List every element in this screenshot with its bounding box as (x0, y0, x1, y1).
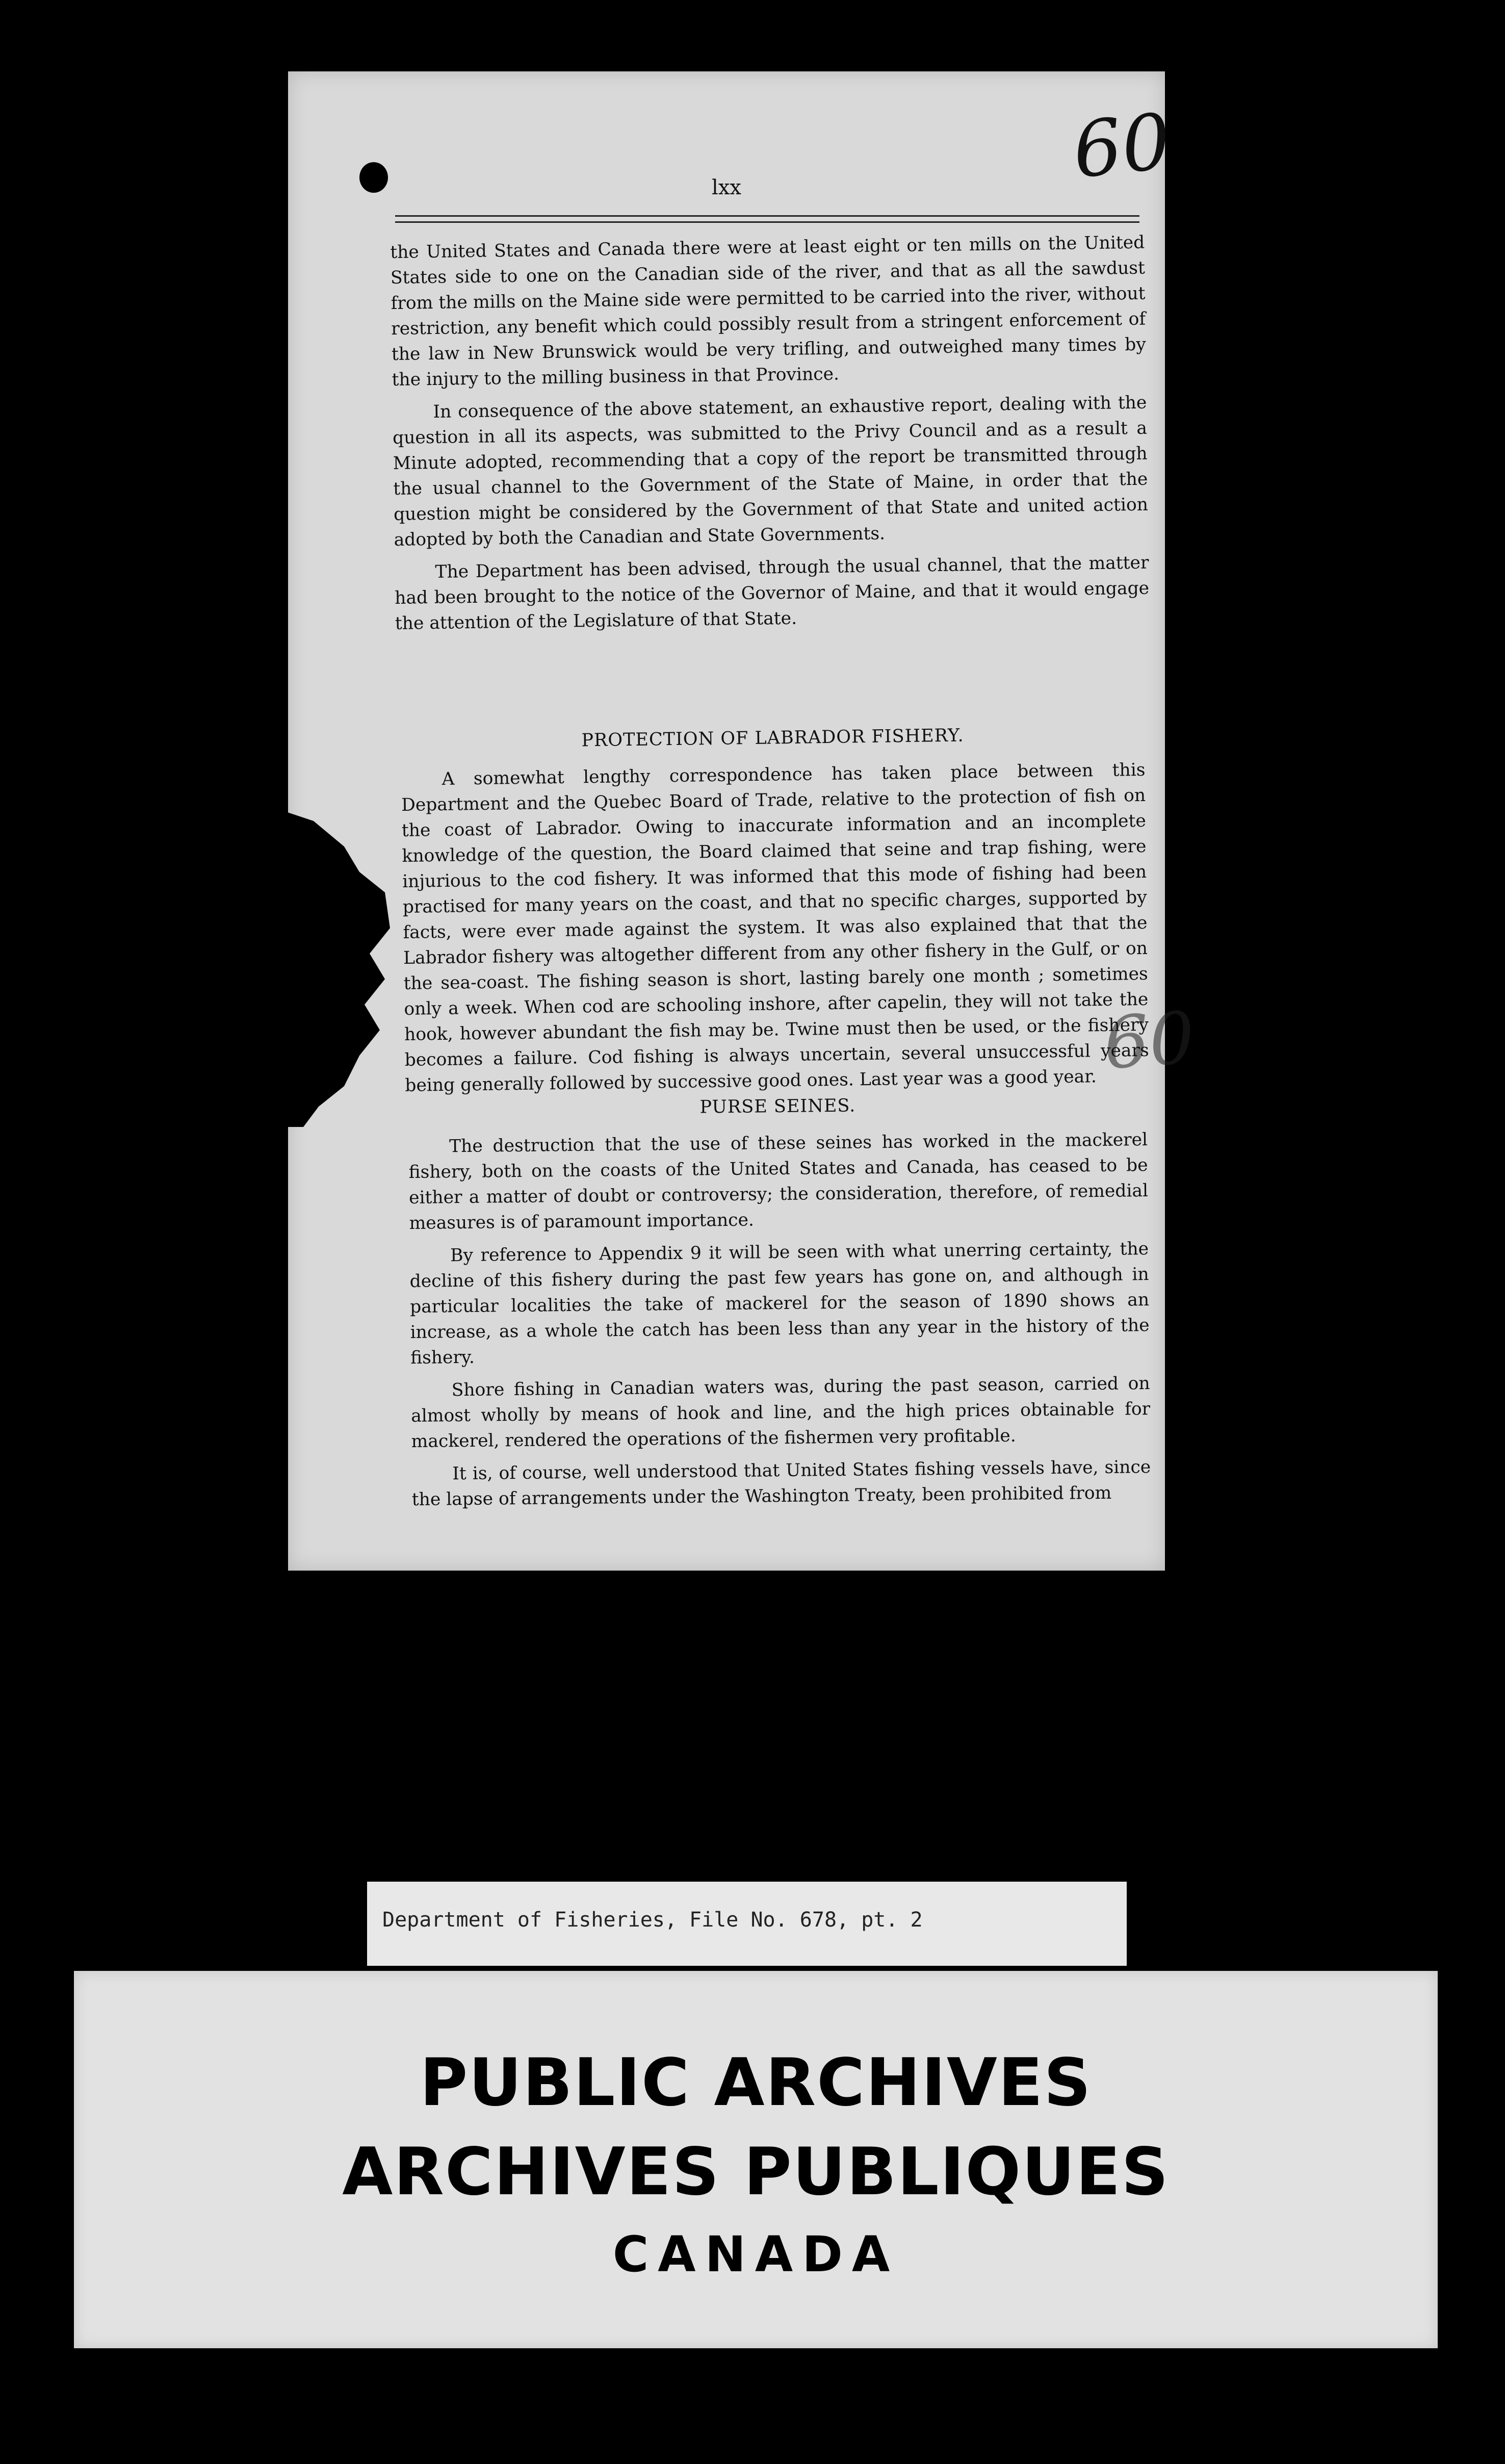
section-heading: PROTECTION OF LABRADOR FISHERY. (581, 725, 964, 751)
archives-title-en: PUBLIC ARCHIVES (420, 2045, 1092, 2121)
archives-title-fr: ARCHIVES PUBLIQUES (342, 2134, 1170, 2210)
header-rule (395, 215, 1139, 217)
paragraph: It is, of course, well understood that United States fishing vessels have, since the lapse of arrangements under the Washington Treaty, been prohibited from (411, 1457, 1151, 1510)
header-rule (395, 221, 1139, 223)
paragraph: Shore fishing in Canadian waters was, during the past season, carried on almost wholly by means of hook and line, and the high prices obtainable for mackerel, rendered the operations of the fishermen very profitable. (411, 1373, 1151, 1452)
section-purse-seines (408, 1079, 1151, 1520)
section-labrador (400, 709, 1150, 1106)
torn-edge (283, 811, 400, 1127)
scanned-document-page (288, 71, 1198, 1571)
handwritten-margin-mark: 60 (1101, 996, 1198, 1086)
archives-country: CANADA (612, 2226, 899, 2283)
section-heading: PURSE SEINES. (699, 1095, 856, 1118)
file-label-strip (367, 1882, 1127, 1966)
archives-stamp-card (74, 1971, 1438, 2348)
text-block-top (390, 230, 1150, 644)
page-number: lxx (712, 176, 741, 199)
paragraph: A somewhat lengthy correspondence has taken place between this Department and the Quebec Board of Trade, relative to the protection of fish on the coast of Labrador. Owing to inaccurate information and an incomplete knowledge of the question, the Board claimed that seine and trap fishing, were injurious to the cod fishery. It was informed that this mode of fishing had been practised for many years on the coast, and that no specific charges, supported by facts, were ever made against the system. It was also explained that that the Labrador fishery was altogether different from any other fishery in the Gulf, or on the sea-coast. The fishing season is short, lasting barely one month ; sometimes only a week. When cod are schooling inshore, after capelin, they will not take the hook, however abundant the fish may be. Twine must then be used, or the fishery becomes a failure. Cod fishing is always uncertain, several unsuccessful years being generally followed by successive good ones. Last year was a good year. (401, 759, 1149, 1096)
file-label-text: Department of Fisheries, File No. 678, pt. 2 (382, 1908, 923, 1932)
paragraph: The destruction that the use of these seines has worked in the mackerel fishery, both on the coasts of the United States and Canada, has ceased to be either a matter of doubt or controversy; the consideration, therefore, of remedial measures is of paramount importance. (408, 1130, 1149, 1234)
handwritten-page-number: 60 (1069, 97, 1175, 196)
paragraph: By reference to Appendix 9 it will be seen with what unerring certainty, the decline of this fishery during the past few years has gone on, and although in particular localities the take of mackerel for the season of 1890 shows an increase, as a whole the catch has been less than any year in the history of the fishery. (409, 1239, 1150, 1368)
paragraph: The Department has been advised, through the usual channel, that the matter had been brought to the notice of the Governor of Maine, and that it would engage the attention of the Legislature of that State. (394, 552, 1150, 634)
paragraph: the United States and Canada there were at least eight or ten mills on the United States side to one on the Canadian side of the river, and that as all the sawdust from the mills on the Maine side were permitted to be carried into the river, without restriction, any benefit which could possibly result from a stringent enforcement of the law in New Brunswick would be very trifling, and outweighed many times by the injury to the milling business in that Province. (390, 232, 1147, 390)
paragraph: In consequence of the above statement, an exhaustive report, dealing with the question in all its aspects, was submitted to the Privy Council and as a result a Minute adopted, recommending that a copy of the report be transmitted through the usual channel to the Government of the State of Maine, in order that the question might be considered by the Government of that State and united action adopted by both the Canadian and State Governments. (392, 392, 1149, 550)
